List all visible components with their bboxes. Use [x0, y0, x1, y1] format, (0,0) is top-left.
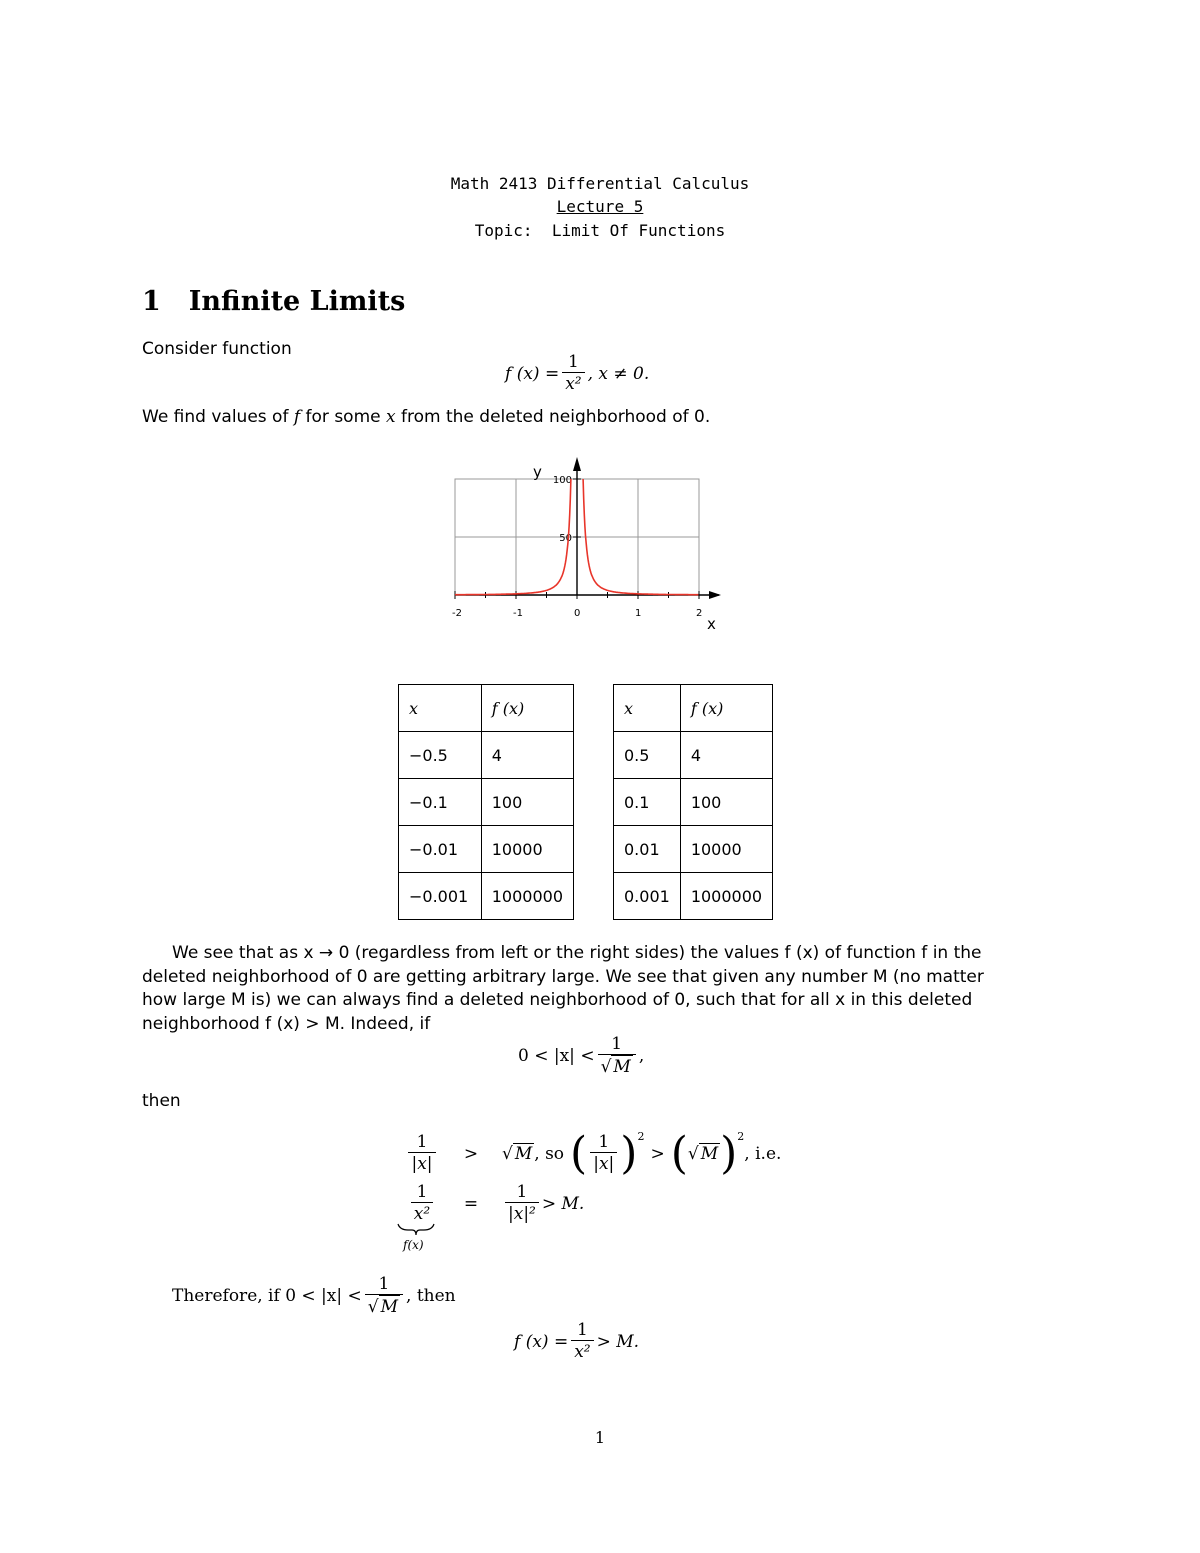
function-fraction: $\frac{1}{\text{x²}}$ — [562, 352, 584, 395]
table-cell: 0.5 — [614, 732, 681, 779]
x-axis-arrow — [709, 591, 721, 599]
paragraph-line: We see that as x → 0 (regardless from left or the right sides) the values f (x) of function f in the — [172, 943, 982, 963]
inequality-condition: 0 < |x| < 1 √ M , — [518, 1034, 645, 1077]
table-header-cell: x — [399, 685, 482, 732]
table-cell: 1000000 — [680, 873, 772, 920]
brace-label: f(x) — [403, 1238, 424, 1252]
x-tick-label: 1 — [635, 608, 642, 619]
table-cell: 100 — [481, 779, 573, 826]
values-table-left — [398, 684, 574, 920]
y-axis-label: y — [533, 463, 542, 481]
table-row — [399, 873, 574, 920]
underbrace — [396, 1222, 436, 1236]
table-row — [399, 732, 574, 779]
paragraph-line: how large M is) we can always find a deleted neighborhood of 0, such that for all x in this deleted — [142, 990, 973, 1010]
table-header-row — [399, 685, 574, 732]
explanation-paragraph — [142, 942, 1030, 1036]
then-text: then — [142, 1091, 181, 1111]
section-title: Infinite Limits — [188, 286, 406, 317]
function-graph — [440, 455, 730, 635]
consider-text: Consider function — [142, 339, 292, 359]
table-cell: −0.1 — [399, 779, 482, 826]
section-heading — [142, 286, 405, 317]
lecture-label: Lecture 5 — [556, 197, 644, 216]
table-row — [614, 779, 773, 826]
x-axis-label: x — [707, 615, 716, 633]
page-number: 1 — [594, 1428, 606, 1447]
table-cell: −0.01 — [399, 826, 482, 873]
y-tick-label: 100 — [552, 475, 572, 486]
table-row — [399, 779, 574, 826]
y-tick-label: 50 — [559, 533, 572, 544]
derivation-row-2: $\frac{1}{\text{x²}}$ = $\frac{1}{\text{|x|²}}$ > M. — [404, 1182, 584, 1225]
table-cell: −0.001 — [399, 873, 482, 920]
table-header-cell: f (x) — [680, 685, 772, 732]
table-cell: 0.1 — [614, 779, 681, 826]
x-tick-label: -2 — [452, 608, 462, 619]
table-header-cell: f (x) — [481, 685, 573, 732]
x-tick-label: -1 — [513, 608, 523, 619]
table-row — [399, 826, 574, 873]
values-table-right — [613, 684, 773, 920]
table-row — [614, 826, 773, 873]
table-header-cell: x — [614, 685, 681, 732]
derivation-row-1: $\frac{1}{|x|}$ > √ M , so ( $\frac{1}{|x|}$ ) $^2$ > ( √ M ) $^2$ , i.e. — [404, 1128, 781, 1179]
paragraph-line: deleted neighborhood of 0 are getting arbitrary large. We see that given any number M (no matter — [142, 966, 984, 987]
table-row — [614, 732, 773, 779]
table-cell: 10000 — [481, 826, 573, 873]
x-tick-label: 0 — [574, 608, 581, 619]
section-number: 1 — [142, 286, 161, 317]
table-cell: −0.5 — [399, 732, 482, 779]
table-header-row — [614, 685, 773, 732]
course-title: Math 2413 Differential Calculus — [450, 174, 750, 193]
table-cell: 100 — [680, 779, 772, 826]
table-cell: 1000000 — [481, 873, 573, 920]
function-definition: f (x) = $\frac{1}{\text{x²}}$ , x ≠ 0. — [505, 352, 650, 394]
table-cell: 0.001 — [614, 873, 681, 920]
table-cell: 4 — [481, 732, 573, 779]
final-result: f (x) = $\frac{1}{\text{x²}}$ > M. — [514, 1320, 640, 1362]
topic-label: Topic: Limit Of Functions — [474, 221, 726, 240]
table-cell: 4 — [680, 732, 772, 779]
y-axis-arrow — [573, 457, 581, 471]
paragraph-line: neighborhood f (x) > M. Indeed, if — [142, 1013, 431, 1034]
table-cell: 0.01 — [614, 826, 681, 873]
table-row — [614, 873, 773, 920]
x-tick-label: 2 — [696, 608, 703, 619]
therefore-line: Therefore, if 0 < |x| < 1 √ M , then — [172, 1274, 456, 1317]
values-text: We find values of f for some x from the deleted neighborhood of 0. — [142, 407, 711, 427]
table-cell: 10000 — [680, 826, 772, 873]
chart-axes — [455, 457, 721, 599]
